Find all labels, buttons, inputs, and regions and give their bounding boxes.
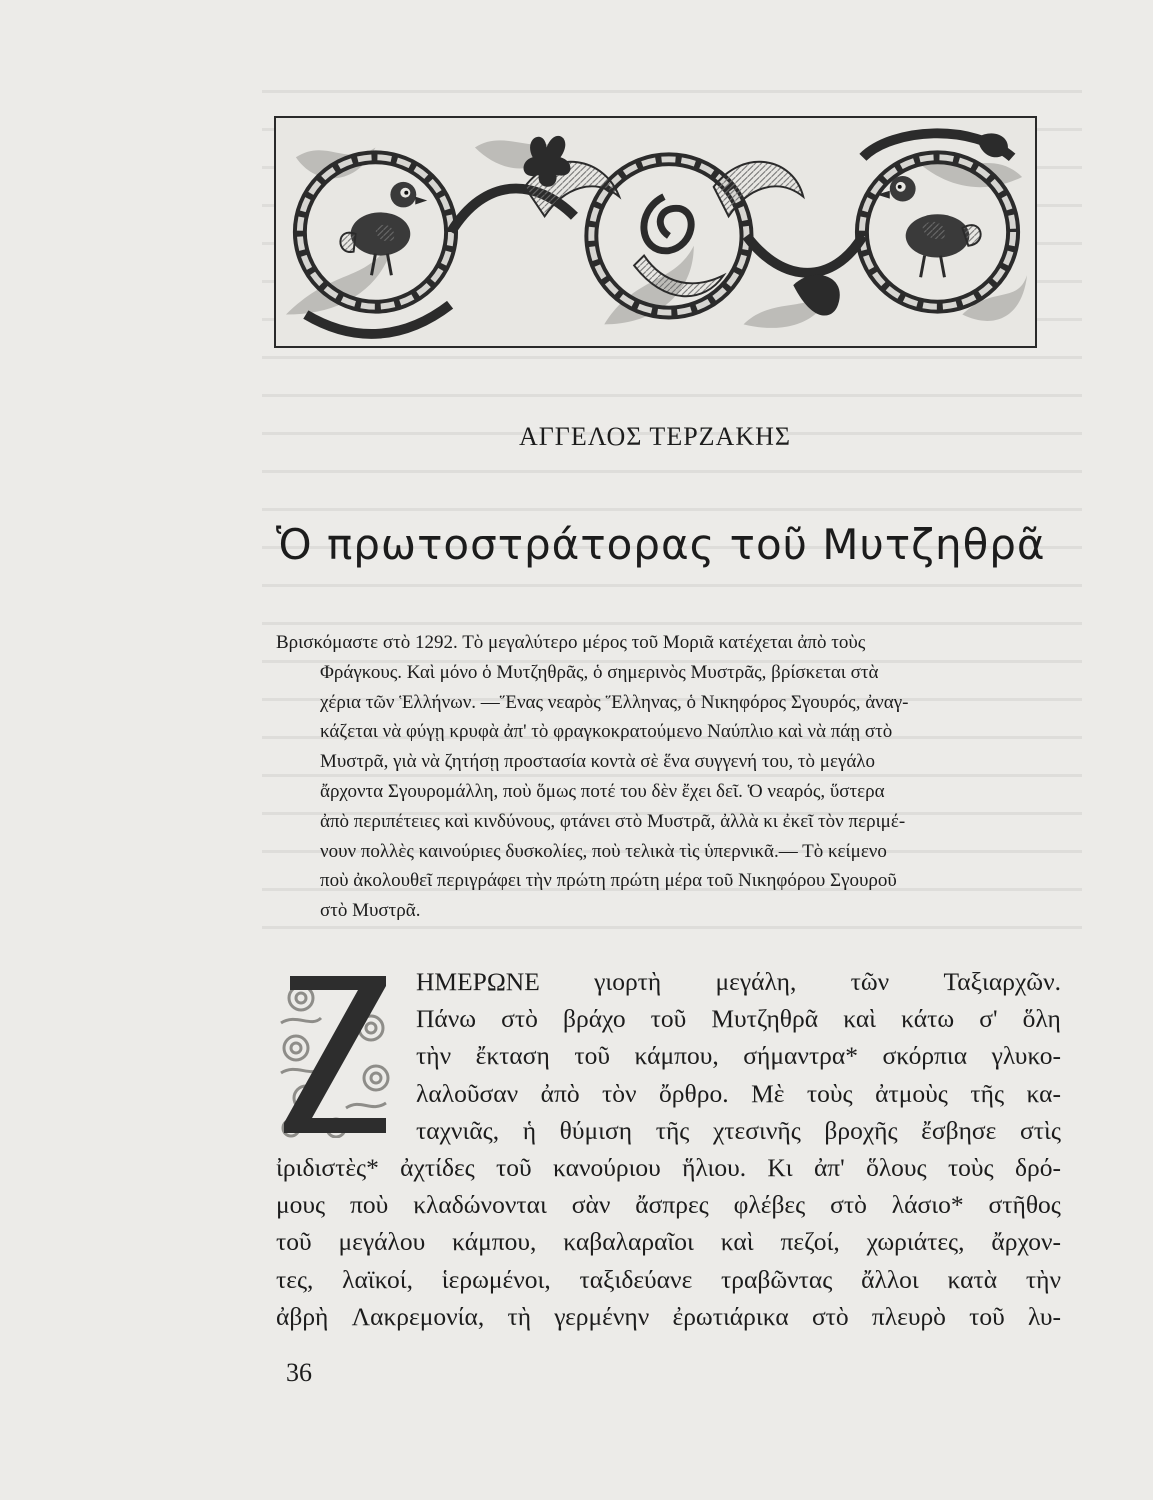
body-word: ἄσπρες	[635, 1190, 709, 1220]
body-word: τῆς	[970, 1078, 1005, 1108]
body-word: Μυτζηθρᾶ	[711, 1004, 819, 1034]
body-word: κάμπου,	[634, 1041, 719, 1071]
body-word: βράχο	[563, 1004, 626, 1034]
body-word: τοὺς	[806, 1078, 853, 1108]
body-word: κάτω	[901, 1004, 955, 1034]
body-word: λυ-	[1027, 1301, 1061, 1331]
body-word: στὶς	[1019, 1115, 1061, 1145]
body-word: χτεσινῆς	[712, 1115, 801, 1145]
body-word: σκόρπια	[882, 1041, 968, 1071]
body-word: ἱερωμένοι,	[441, 1264, 551, 1294]
intro-line: Φράγκους. Καὶ μόνο ὁ Μυτζηθρᾶς, ὁ σημερινὸς Μυστρᾶς, βρίσκεται στὰ	[320, 661, 879, 683]
body-word: τὴν	[1025, 1264, 1061, 1294]
floral-ornament-illustration	[276, 118, 1035, 346]
body-line	[276, 1298, 1061, 1335]
intro-line: στὸ Μυστρᾶ.	[320, 900, 421, 922]
body-word: τὴν	[416, 1041, 452, 1071]
body-word: θύμιση	[559, 1115, 633, 1145]
body-word: μεγάλη,	[715, 967, 797, 996]
ornamental-banner	[274, 116, 1037, 348]
body-word: λαϊκοί,	[342, 1264, 414, 1294]
body-word: μους	[276, 1190, 326, 1220]
body-word: καὶ	[720, 1227, 754, 1257]
body-word: τῆς	[655, 1115, 690, 1145]
body-word: χωριάτες,	[866, 1227, 965, 1257]
body-word: ταξιδεύανε	[579, 1264, 693, 1294]
body-word: ἄλλοι	[861, 1264, 919, 1294]
body-word: μεγάλου	[338, 1227, 426, 1257]
body-word: στῆθος	[988, 1190, 1061, 1220]
body-word: κανούριου	[552, 1153, 661, 1183]
chapter-title: Ὁ πρωτοστράτορας τοῦ Μυτζηθρᾶ	[276, 520, 1046, 569]
body-word: Ταξιαρχῶν.	[943, 967, 1061, 996]
body-line	[276, 1223, 1061, 1260]
body-line	[276, 1075, 1061, 1112]
body-word: ἄρχον-	[991, 1227, 1061, 1257]
body-word: τοῦ	[969, 1301, 1005, 1331]
body-word: βροχῆς	[824, 1115, 898, 1145]
body-word: Κι	[767, 1153, 793, 1183]
body-word: κάμπου,	[452, 1227, 537, 1257]
intro-summary	[276, 628, 1048, 926]
body-line	[276, 1000, 1061, 1037]
body-word: ἀχτίδες	[400, 1153, 475, 1183]
body-word: ἀβρὴ	[276, 1301, 329, 1331]
intro-line: κάζεται νὰ φύγῃ κρυφὰ ἀπ' τὸ φραγκοκρατούμενο Ναύπλιο καὶ νὰ πάῃ στὸ	[320, 721, 893, 743]
body-word: τοῦ	[276, 1227, 312, 1257]
body-word: ἀτμοὺς	[875, 1078, 948, 1108]
body-word: τῶν	[850, 967, 890, 996]
body-word: κα-	[1026, 1078, 1061, 1108]
body-word: τοῦ	[650, 1004, 687, 1034]
body-word: γερμένην	[554, 1301, 650, 1331]
body-word: γιορτὴ	[594, 967, 662, 996]
body-word: ἀπ'	[813, 1153, 845, 1183]
body-word: τοῦ	[574, 1041, 610, 1071]
body-word: Λακρεμονία,	[351, 1301, 485, 1331]
body-word: κλαδώνονται	[413, 1190, 547, 1220]
body-word: πλευρὸ	[871, 1301, 946, 1331]
body-word: ἀπὸ	[540, 1078, 580, 1108]
page-number: 36	[286, 1358, 312, 1387]
body-word: ἥλιου.	[682, 1153, 747, 1183]
drop-cap-text: Z	[336, 1088, 337, 1089]
body-line	[276, 963, 1061, 1000]
body-line	[276, 1149, 1061, 1186]
intro-line: ποὺ ἀκολουθεῖ περιγράφει τὴν πρώτη πρώτη μέρα τοῦ Νικηφόρου Σγουροῦ	[320, 870, 897, 892]
body-word: λαλοῦσαν	[416, 1078, 519, 1108]
body-word: τὸν	[602, 1078, 637, 1108]
body-word: Πάνω	[416, 1004, 477, 1034]
body-word: ΗΜΕΡΩΝΕ	[416, 967, 540, 996]
body-word: ὄρθρο.	[659, 1078, 729, 1108]
body-word: λάσιο*	[891, 1190, 964, 1220]
body-word: ταχνιᾶς,	[416, 1115, 500, 1145]
body-word: τοῦ	[496, 1153, 532, 1183]
body-word: σὰν	[571, 1190, 611, 1220]
body-word: ἐρωτιάρικα	[672, 1301, 789, 1331]
body-line	[276, 1186, 1061, 1223]
body-line	[276, 1037, 1061, 1074]
body-word: τοὺς	[947, 1153, 994, 1183]
body-word: πεζοί,	[780, 1227, 840, 1257]
body-word: τὴ	[507, 1301, 532, 1331]
author-name: ΑΓΓΕΛΟΣ ΤΕΡΖΑΚΗΣ	[518, 422, 791, 451]
body-word: καὶ	[843, 1004, 877, 1034]
body-word: ὅλους	[866, 1153, 927, 1183]
body-word: τες,	[276, 1264, 314, 1294]
intro-line: χέρια τῶν Ἑλλήνων. —Ἕνας νεαρὸς Ἕλληνας, ὁ Νικηφόρος Σγουρός, ἀναγ-	[320, 691, 909, 713]
body-word: στὸ	[501, 1004, 538, 1034]
body-word: ἡ	[522, 1115, 537, 1145]
body-word: τραβῶντας	[721, 1264, 833, 1294]
intro-line: Μυστρᾶ, γιὰ νὰ ζητήσῃ προστασία κοντὰ σὲ ἕνα συγγενή του, τὸ μεγάλο	[320, 751, 876, 773]
body-word: σ'	[979, 1004, 998, 1034]
body-line	[276, 1261, 1061, 1298]
story-body	[276, 963, 1061, 1335]
body-word: ἔσβησε	[921, 1115, 997, 1145]
intro-line: ἀπὸ περιπέτειες καὶ κινδύνους, φτάνει στὸ Μυστρᾶ, ἀλλὰ κι ἐκεῖ τὸν περιμέ-	[320, 810, 906, 832]
body-line	[276, 1112, 1061, 1149]
body-word: δρό-	[1014, 1153, 1061, 1183]
body-word: ποὺ	[350, 1190, 389, 1220]
body-word: κατὰ	[947, 1264, 998, 1294]
body-word: σήμαντρα*	[743, 1041, 859, 1071]
body-word: γλυκο-	[991, 1041, 1061, 1071]
intro-line: ἄρχοντα Σγουρομάλλη, ποὺ ὅμως ποτέ του δὲν ἔχει δεῖ. Ὁ νεαρός, ὕστερα	[320, 780, 885, 802]
body-word: στὸ	[830, 1190, 867, 1220]
body-word: Μὲ	[751, 1078, 785, 1108]
body-word: φλέβες	[733, 1190, 806, 1220]
body-word: ὅλη	[1022, 1004, 1061, 1034]
body-word: ἔκταση	[475, 1041, 550, 1071]
body-word: ἰριδιστὲς*	[276, 1153, 379, 1183]
intro-line: νουν πολλὲς καινούριες δυσκολίες, ποὺ τελικὰ τὶς ὑπερνικᾶ.— Τὸ κείμενο	[320, 840, 887, 862]
body-word: καβαλαραῖοι	[563, 1227, 694, 1257]
intro-line: Βρισκόμαστε στὸ 1292. Τὸ μεγαλύτερο μέρος τοῦ Μοριᾶ κατέχεται ἀπὸ τοὺς	[276, 632, 866, 653]
body-word: στὸ	[811, 1301, 849, 1331]
